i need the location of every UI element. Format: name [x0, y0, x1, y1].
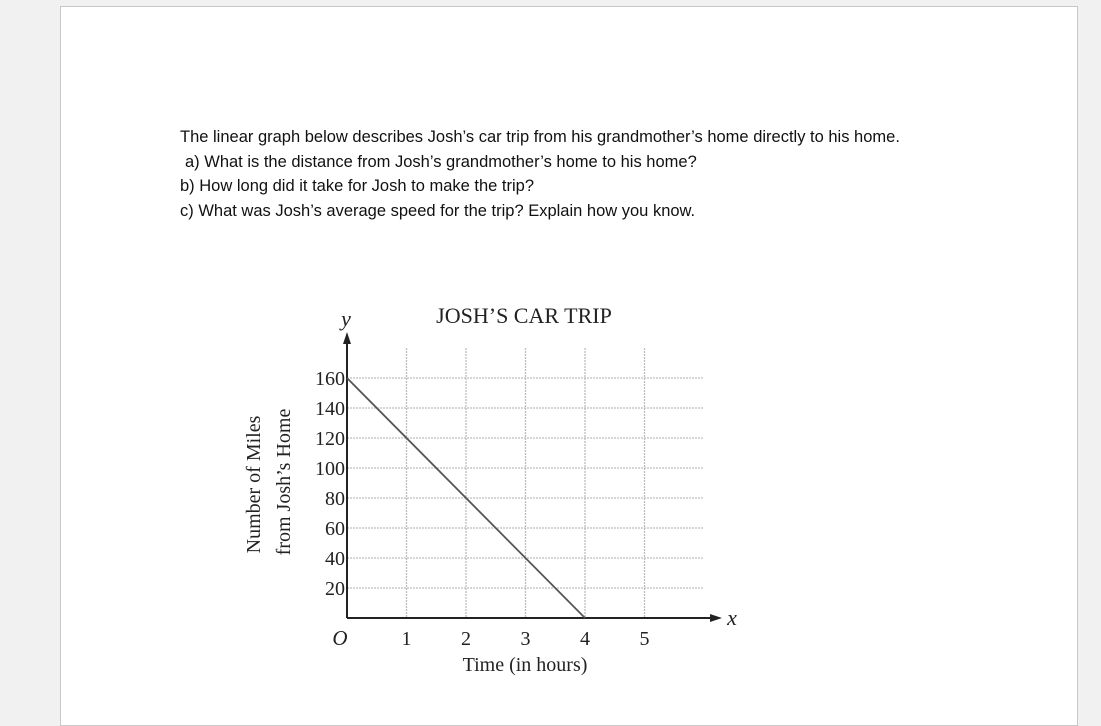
question-part-a: a) What is the distance from Josh’s grandmother’s home to his home?: [185, 152, 697, 171]
x-axis-letter: x: [727, 605, 737, 630]
origin-label: O: [332, 626, 348, 650]
x-axis-label: Time (in hours): [462, 654, 588, 676]
question-intro: The linear graph below describes Josh’s car trip from his grandmother’s home directly to his home.: [180, 128, 900, 146]
y-axis-label-line2: from Josh’s Home: [273, 408, 295, 556]
y-tick-label: 140: [315, 398, 345, 420]
car-trip-chart: [230, 292, 750, 692]
question-part-c: c) What was Josh’s average speed for the trip? Explain how you know.: [180, 201, 696, 220]
y-axis-label: [243, 409, 295, 556]
question-text: [180, 125, 940, 223]
y-tick-label: 80: [325, 488, 345, 510]
plot-area: [315, 306, 737, 650]
x-axis-arrow: [710, 614, 722, 622]
x-tick-label: 3: [520, 628, 531, 650]
x-tick-label: 4: [580, 628, 590, 650]
x-tick-label: 1: [401, 628, 412, 650]
y-tick-label: 60: [325, 518, 345, 540]
x-tick-label: 2: [461, 628, 471, 650]
chart-title: JOSH’S CAR TRIP: [436, 303, 612, 328]
y-tick-label: 20: [325, 578, 345, 600]
y-tick-label: 100: [315, 458, 345, 480]
y-tick-label: 40: [325, 548, 345, 570]
y-axis-letter: y: [341, 306, 351, 331]
x-tick-label: 5: [639, 628, 650, 650]
y-tick-label: 120: [315, 428, 345, 450]
y-axis-arrow: [343, 332, 351, 344]
y-tick-label: 160: [315, 368, 345, 390]
y-axis-label-line1: Number of Miles: [243, 415, 265, 554]
question-part-b: b) How long did it take for Josh to make the trip?: [180, 177, 535, 195]
